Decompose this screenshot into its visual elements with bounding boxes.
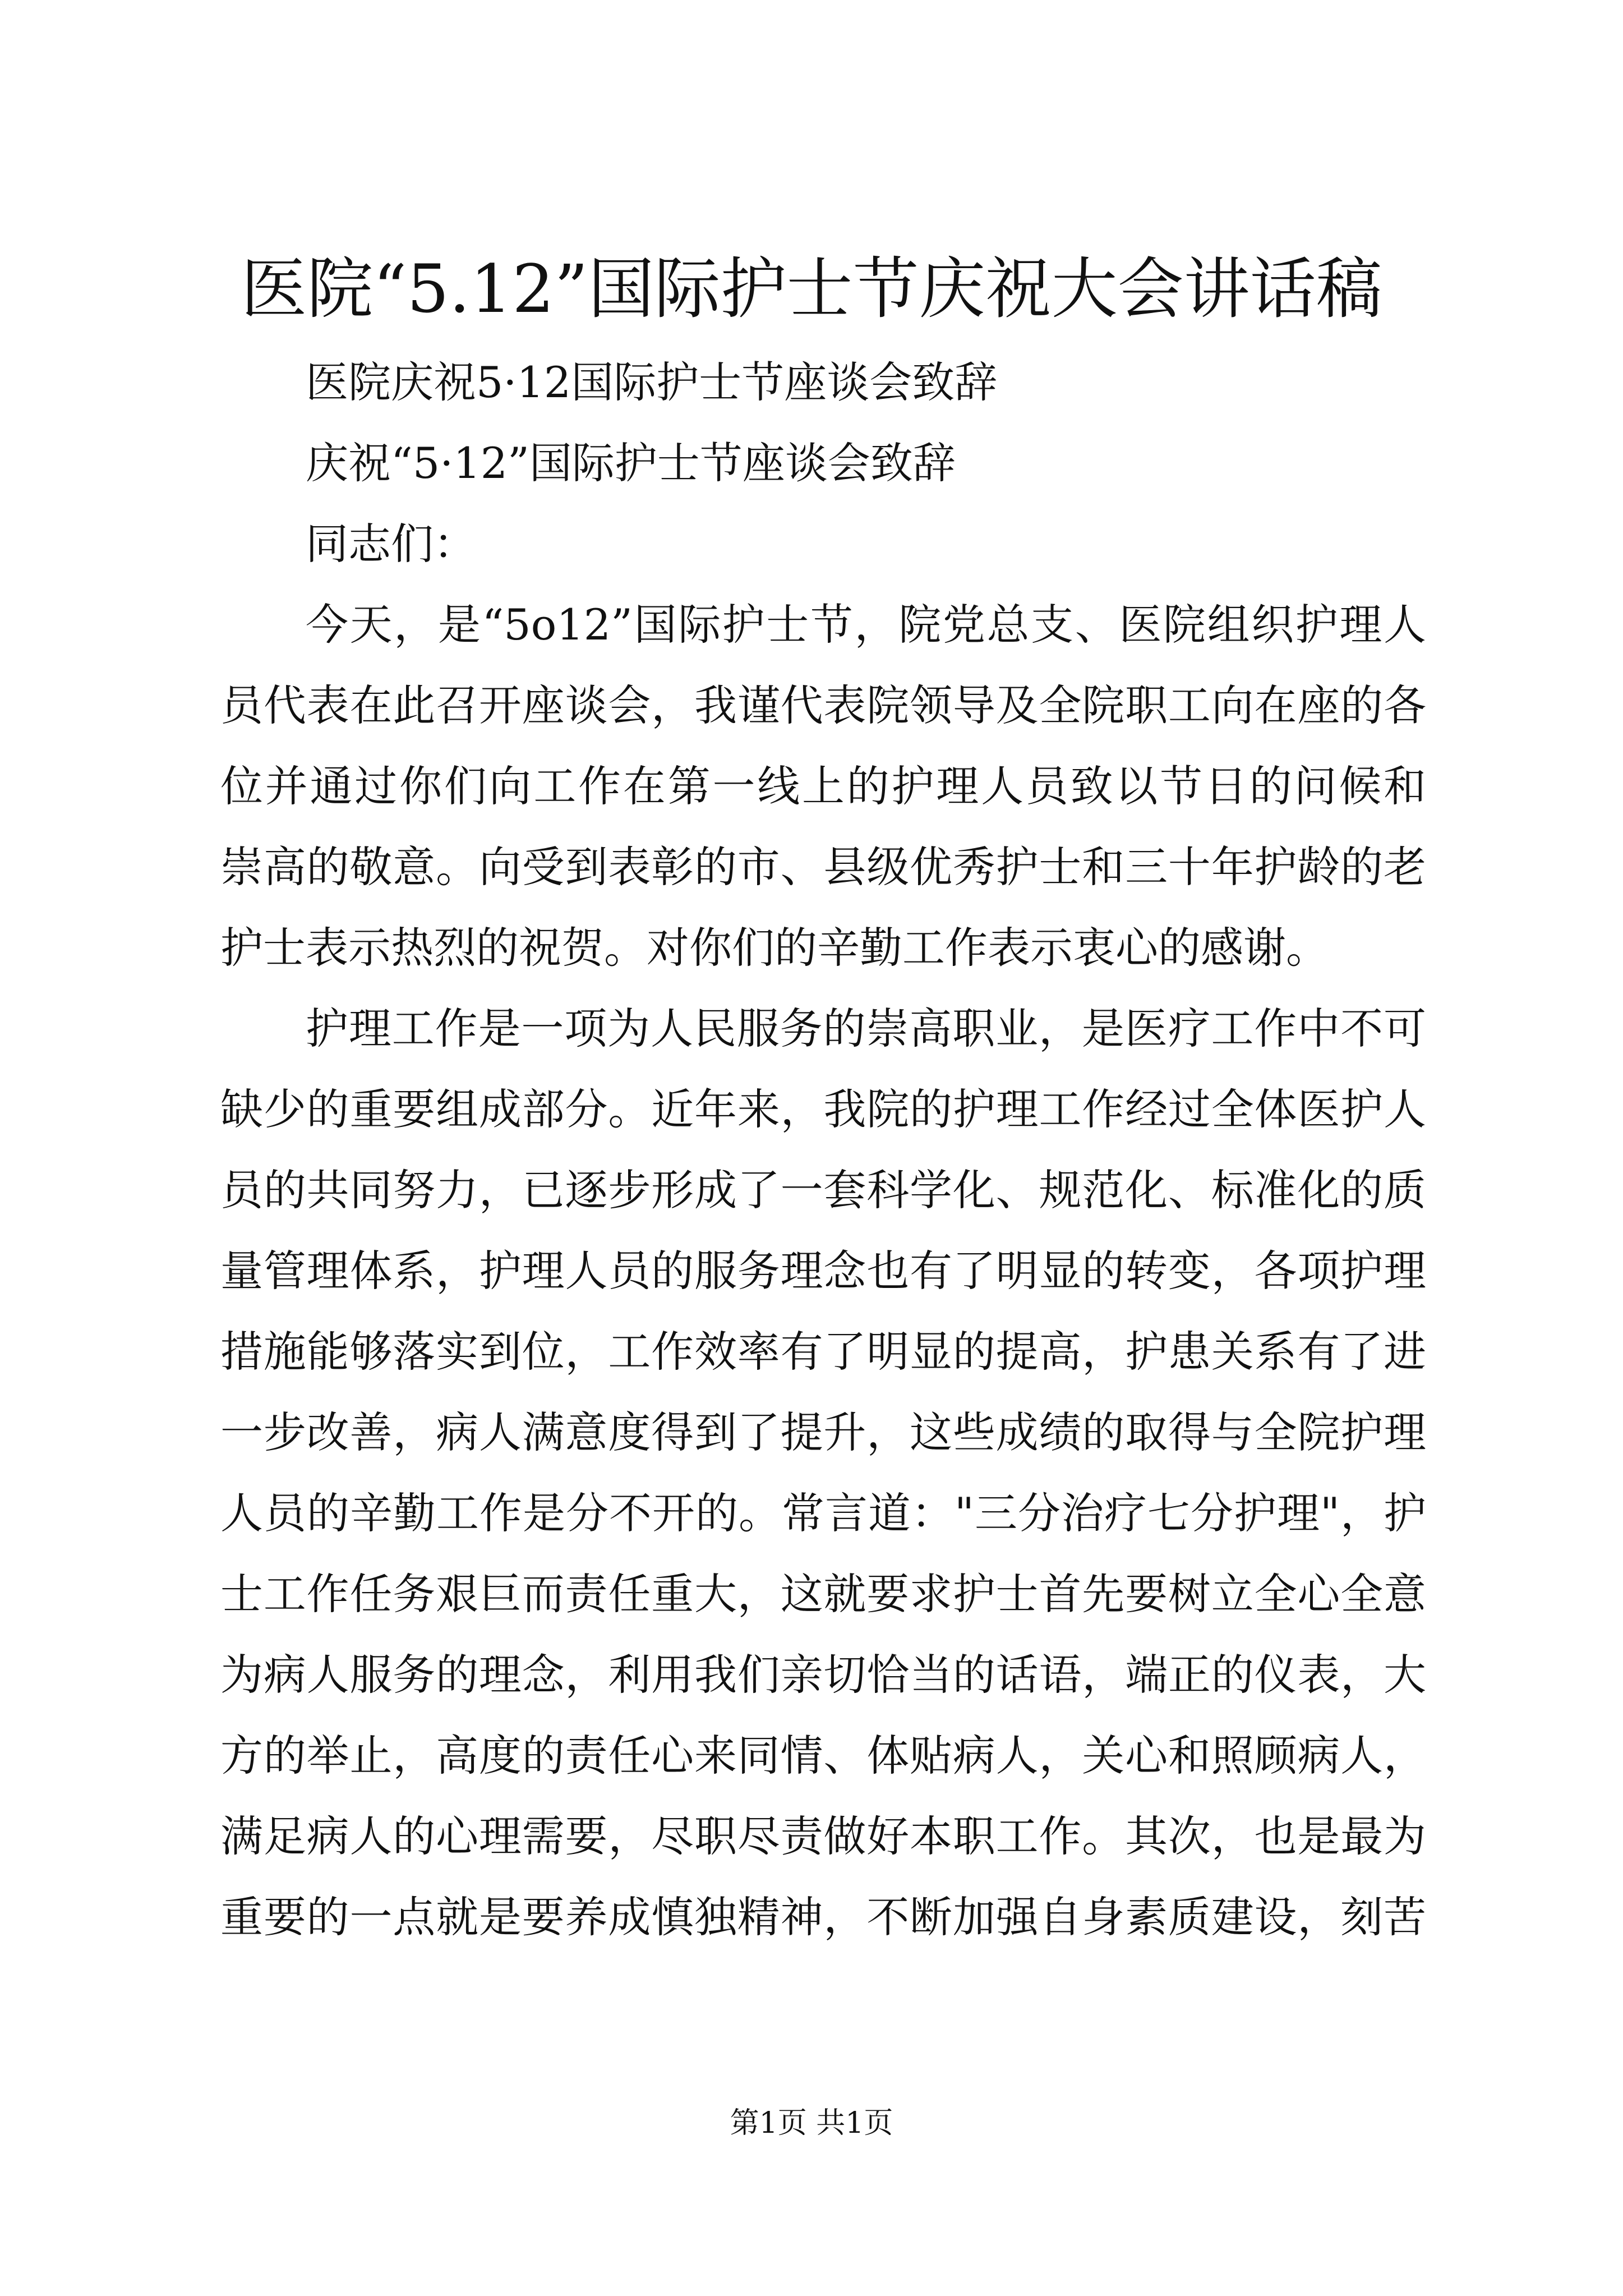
text-line: 重要的一点就是要养成慎独精神，不断加强自身素质建设，刻苦 [220,1892,1426,1942]
text-line: 方的举止，高度的责任心来同情、体贴病人，关心和照顾病人， [220,1731,1426,1780]
page-footer: 第1页 共1页 [730,2106,893,2140]
text-line: 员的共同努力，已逐步形成了一套科学化、规范化、标准化的质 [220,1165,1426,1215]
text-line: 士工作任务艰巨而责任重大，这就要求护士首先要树立全心全意 [220,1569,1426,1619]
text-line: 员代表在此召开座谈会，我谨代表院领导及全院职工向在座的各 [220,680,1426,730]
text-line: 满足病人的心理需要，尽职尽责做好本职工作。其次，也是最为 [220,1811,1426,1861]
text-line: 人员的辛勤工作是分不开的。常言道："三分治疗七分护理"，护 [220,1488,1426,1538]
text-line: 措施能够落实到位，工作效率有了明显的提高，护患关系有了进 [220,1327,1426,1377]
text-line: 一步改善，病人满意度得到了提升，这些成绩的取得与全院护理 [220,1407,1426,1457]
text-line: 为病人服务的理念，利用我们亲切恰当的话语，端正的仪表，大 [220,1650,1426,1700]
text-line: 位并通过你们向工作在第一线上的护理人员致以节日的问候和 [220,761,1426,811]
text-line: 庆祝“5·12”国际护士节座谈会致辞 [306,438,956,488]
text-line: 今天，是“5o12”国际护士节，院党总支、医院组织护理人 [306,600,1426,650]
text-line: 缺少的重要组成部分。近年来，我院的护理工作经过全体医护人 [220,1084,1426,1134]
text-line: 护理工作是一项为人民服务的崇高职业，是医疗工作中不可 [306,1004,1426,1053]
document-body [220,342,1426,1958]
text-line: 崇高的敬意。向受到表彰的市、县级优秀护士和三十年护龄的老 [220,842,1426,892]
text-line: 量管理体系，护理人员的服务理念也有了明显的转变，各项护理 [220,1246,1426,1296]
text-line: 同志们： [306,519,476,569]
text-line: 医院庆祝5·12国际护士节座谈会致辞 [306,357,998,407]
text-line: 护士表示热烈的祝贺。对你们的辛勤工作表示衷心的感谢。 [220,923,1329,973]
document-title: 医院“5.12”国际护士节庆祝大会讲话稿 [241,250,1382,328]
